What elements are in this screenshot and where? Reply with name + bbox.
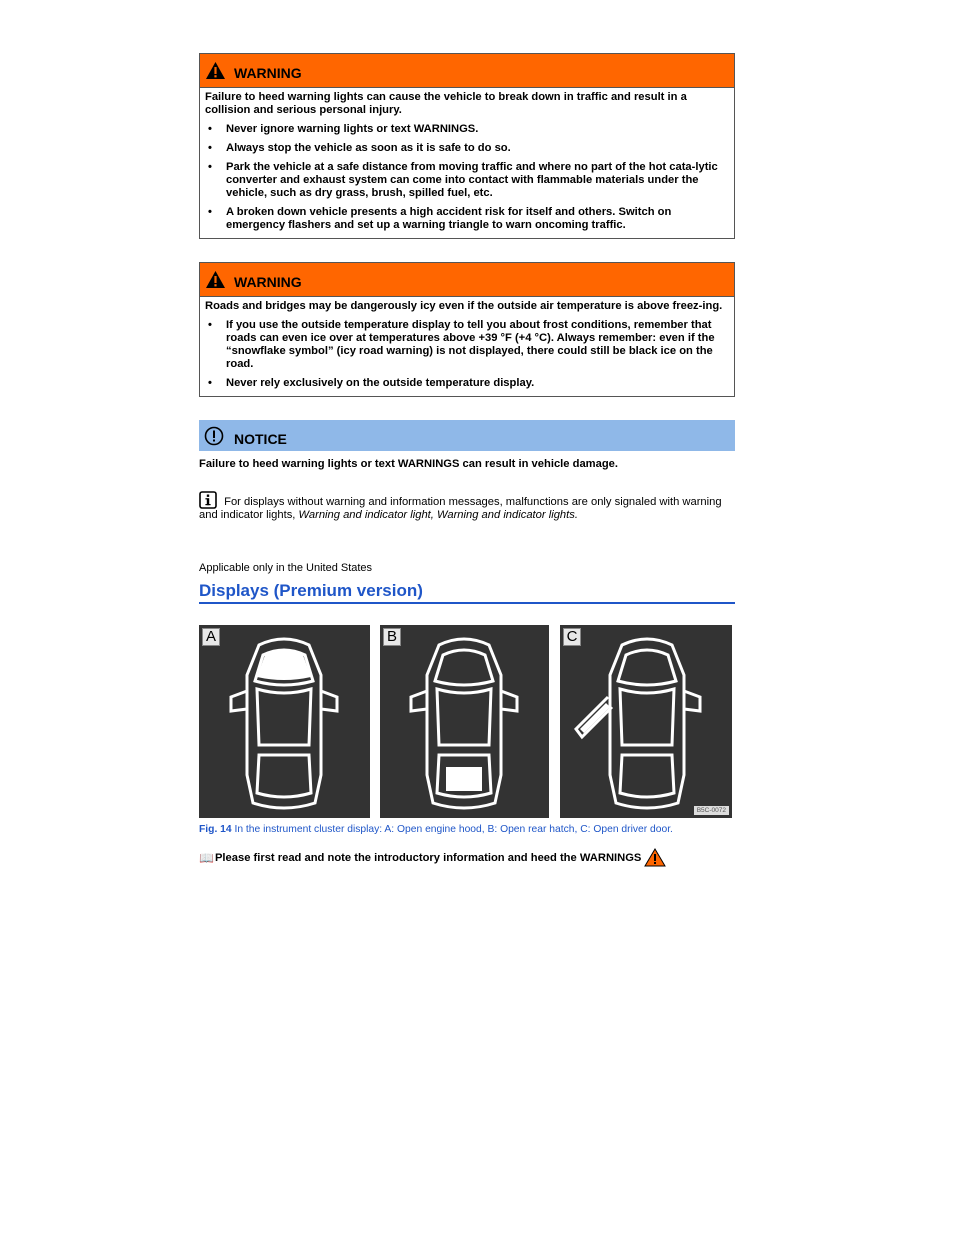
warning-intro: Failure to heed warning lights can cause the vehicle to break down in traffic and result in a collision and serious personal injury.: [205, 91, 687, 116]
warning-title: WARNING: [234, 274, 302, 290]
warning-triangle-icon: [205, 270, 226, 289]
panel-label: B: [383, 628, 401, 646]
info-note: [199, 489, 735, 522]
figure-panel-a: [199, 625, 370, 818]
exclamation-circle-icon: [204, 426, 224, 446]
applicability-note: Applicable only in the United States: [199, 562, 373, 574]
section-title: Displays (Premium version): [199, 581, 735, 604]
figure-panel-b: [380, 625, 549, 818]
figure-panel-c: [560, 625, 732, 818]
warning-triangle-icon: [205, 61, 226, 80]
open-book-icon: 📖: [199, 850, 214, 865]
read-first-note: [199, 848, 735, 867]
warning-header: [200, 263, 734, 297]
car-hood-open-icon: [199, 625, 370, 818]
notice-header: [199, 420, 735, 451]
read-first-text: Please first read and note the introductory information and heed the WARNINGS: [214, 851, 642, 864]
notice-box: [199, 420, 735, 470]
warning-bullet: • If you use the outside temperature display to tell you about frost conditions, remember that roads can even ice over at temperatures above +39 °F (+4 °C). Always remember: even if the “snowflake symbol” (icy road warning) is not displayed, there could still be black ice on the road.: [208, 319, 715, 370]
warning-bullet: • Always stop the vehicle as soon as it is safe to do so.: [208, 142, 511, 154]
figure-door-displays: [199, 625, 732, 818]
car-driver-door-open-icon: [560, 625, 732, 818]
warning-box-icy-roads: [199, 262, 735, 397]
panel-label: A: [202, 628, 220, 646]
panel-label: C: [563, 628, 581, 646]
warning-body: [200, 297, 734, 396]
warning-title: WARNING: [234, 65, 302, 81]
warning-triangle-icon[interactable]: [644, 848, 666, 867]
warning-header: [200, 54, 734, 88]
info-reference[interactable]: Warning and indicator light, Warning and indicator lights.: [298, 509, 578, 521]
notice-text: Failure to heed warning lights or text WARNINGS can result in vehicle damage.: [199, 458, 618, 470]
warning-bullet: • A broken down vehicle presents a high accident risk for itself and others. Switch on emergency flashers and set up a warning triangle to warn oncoming traffic.: [208, 206, 672, 231]
notice-title: NOTICE: [234, 430, 287, 447]
info-text: For displays without warning and information messages, malfunctions are only signaled with warning and indicator lights,: [199, 496, 722, 521]
warning-bullet: • Never ignore warning lights or text WARNINGS.: [208, 123, 479, 135]
warning-box-traffic: [199, 53, 735, 239]
manual-page: [199, 53, 735, 867]
warning-intro: Roads and bridges may be dangerously icy even if the outside air temperature is above freez-ing.: [205, 300, 723, 312]
figure-caption-label: Fig. 14: [199, 824, 232, 835]
info-icon: [199, 491, 217, 509]
warning-body: [200, 88, 734, 238]
figure-caption-text: In the instrument cluster display: A: Open engine hood, B: Open rear hatch, C: Open driver door.: [231, 824, 673, 835]
figure-caption: [199, 824, 735, 835]
warning-bullet: • Never rely exclusively on the outside temperature display.: [208, 377, 535, 389]
warning-bullet: • Park the vehicle at a safe distance from moving traffic and where no part of the hot cata-lytic converter and exhaust system can come into contact with flammable materials under the vehicle, such as dry grass, brush, spilled fuel, etc.: [208, 161, 718, 199]
car-rear-hatch-open-icon: [380, 625, 549, 818]
figure-code: B5C-0072: [694, 806, 729, 815]
